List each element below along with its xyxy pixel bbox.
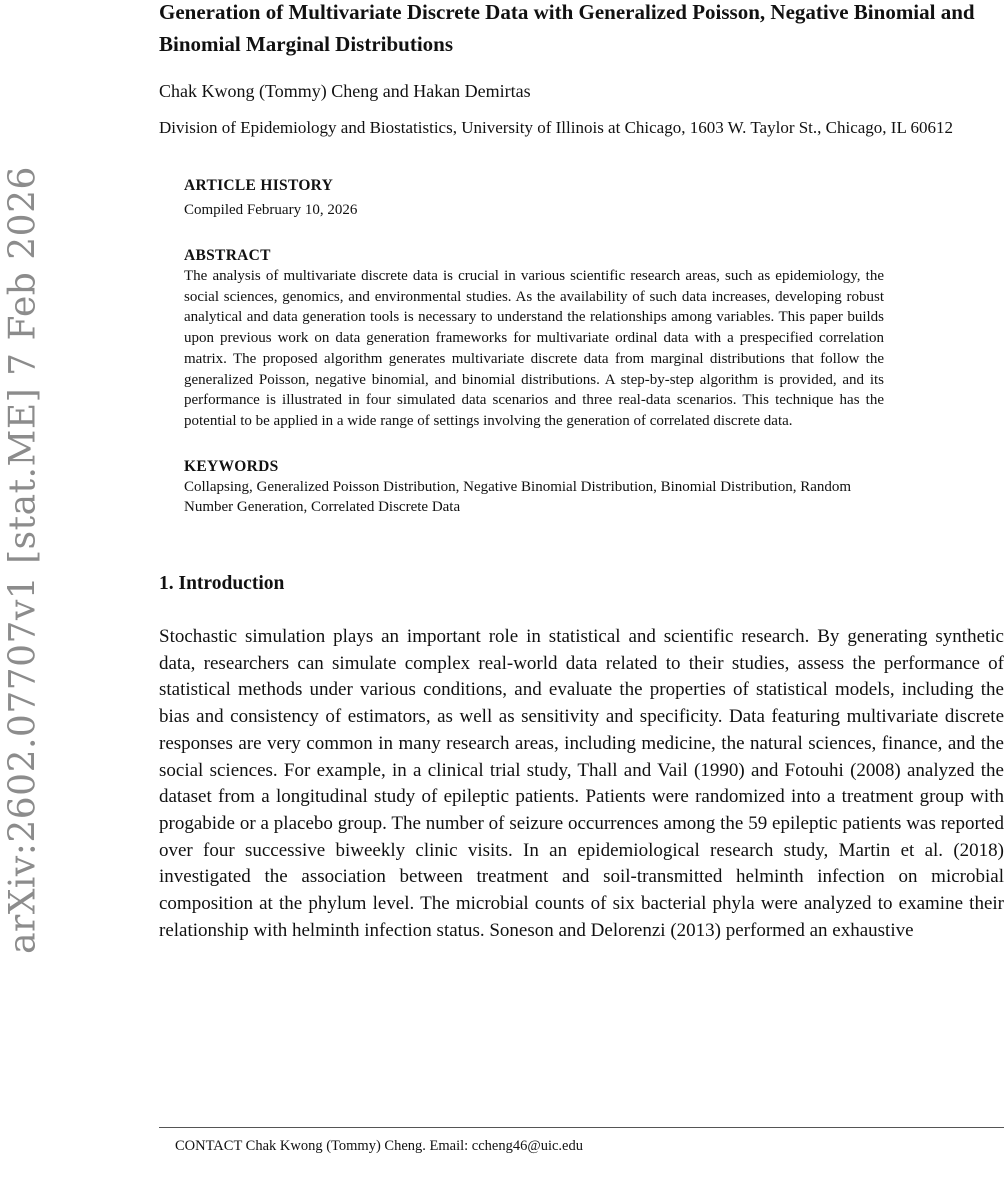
section-heading-introduction: 1. Introduction (159, 573, 285, 595)
keywords-text: Collapsing, Generalized Poisson Distribution, Negative Binomial Distribution, Binomial Distribution, Random Number Generation, Correlated Discrete Data (184, 478, 852, 516)
keywords-heading: KEYWORDS (184, 457, 279, 475)
introduction-paragraph: Stochastic simulation plays an important role in statistical and scientific research. By generating synthetic data, researchers can simulate complex real-world data related to their studies, assess the performance of statistical methods under various conditions, and evaluate the properties of statistical models, including the bias and consistency of estimators, as well as sensitivity and specificity. Data featuring multivariate discrete responses are very common in many research areas, including medicine, the natural sciences, finance, and the social sciences. For example, in a clinical trial study, Thall and Vail (1990) and Fotouhi (2008) analyzed the dataset from a longitudinal study of epileptic patients. Patients were randomized into a treatment group with progabide or a placebo group. The number of seizure occurrences among the 59 epileptic patients was reported over four successive biweekly clinic visits. In an epidemiological research study, Martin et al. (2018) investigated the association between treatment and soil-transmitted helminth infection on microbial composition at the phylum level. The microbial counts of six bacterial phyla were analyzed to examine their relationship with helminth infection status. Soneson and Delorenzi (2013) performed an exhaustive (159, 626, 1004, 941)
footnote-divider (159, 1127, 1004, 1128)
author-affiliation: Division of Epidemiology and Biostatistics, University of Illinois at Chicago, 1603 W. Taylor St., Chicago, IL 60612 (159, 118, 953, 137)
arxiv-identifier: arXiv:2602.07707v1 [stat.ME] 7 Feb 2026 (2, 166, 44, 954)
compiled-date: Compiled February 10, 2026 (184, 202, 358, 218)
paper-page (159, 0, 1004, 963)
article-history (184, 176, 884, 220)
paper-authors: Chak Kwong (Tommy) Cheng and Hakan Demirtas (159, 81, 531, 101)
abstract-text: The analysis of multivariate discrete data is crucial in various scientific research areas, such as epidemiology, the social sciences, genomics, and environmental studies. As the availability of such data increases, developing robust analytical and data generation tools is necessary to understand the relationships among variables. This paper builds upon previous work on data generation frameworks for multivariate ordinal data with a prespecified correlation matrix. The proposed algorithm generates multivariate discrete data from marginal distributions that follow the generalized Poisson, negative binomial, and binomial distributions. A step-by-step algorithm is provided, and its performance is illustrated in four simulated data scenarios and three real-data scenarios. This technique has the potential to be applied in a wide range of settings involving the generation of correlated discrete data. (184, 268, 884, 429)
arxiv-stamp (0, 0, 46, 1185)
article-history-heading: ARTICLE HISTORY (184, 177, 334, 194)
keywords (184, 457, 884, 518)
front-matter (184, 176, 884, 518)
abstract-heading: ABSTRACT (184, 247, 271, 264)
paper-title: Generation of Multivariate Discrete Data with Generalized Poisson, Negative Binomial and Binomial Marginal Distributions (159, 0, 975, 56)
contact-footnote: CONTACT Chak Kwong (Tommy) Cheng. Email: ccheng46@uic.edu (175, 1138, 583, 1154)
abstract (184, 246, 884, 432)
